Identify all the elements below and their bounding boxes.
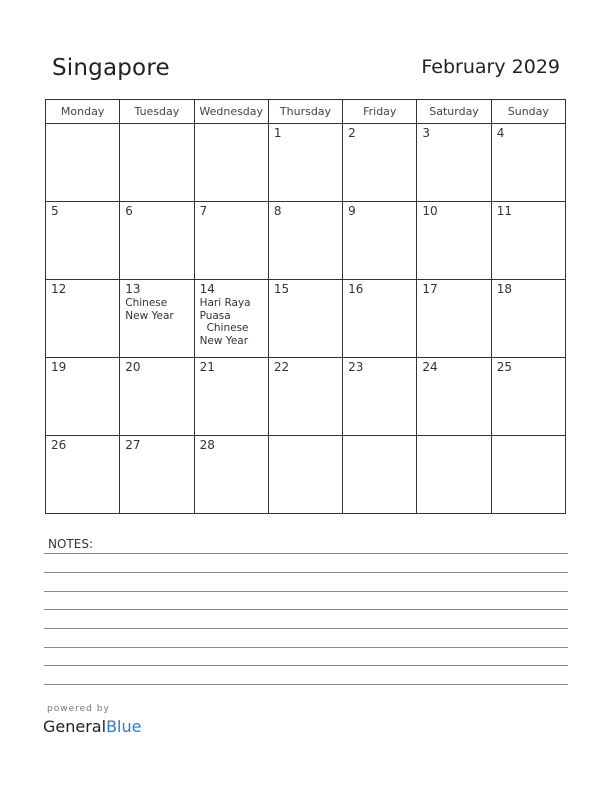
day-cell — [268, 436, 342, 514]
day-cell — [491, 436, 565, 514]
day-cell — [120, 280, 194, 358]
brand-blue-text: Blue — [106, 717, 142, 736]
day-cell — [343, 280, 417, 358]
day-number: 23 — [348, 360, 364, 374]
day-cell — [46, 358, 120, 436]
day-number: 22 — [273, 360, 290, 374]
day-cell — [46, 202, 120, 280]
day-cell — [194, 436, 268, 514]
weekday-header-row — [46, 100, 566, 124]
week-row — [46, 280, 566, 358]
week-row — [46, 358, 566, 436]
day-cell — [343, 202, 417, 280]
day-cell — [417, 436, 491, 514]
day-cell — [194, 202, 268, 280]
day-number: 27 — [125, 438, 141, 452]
day-cell — [46, 436, 120, 514]
day-cell — [46, 280, 120, 358]
day-number: 28 — [199, 438, 215, 452]
day-number: 16 — [348, 282, 364, 296]
day-cell — [268, 280, 342, 358]
note-line — [44, 665, 568, 666]
day-cell — [194, 280, 268, 358]
note-line — [44, 553, 568, 554]
day-number: 15 — [273, 282, 290, 296]
day-cell — [120, 124, 194, 202]
holiday-label: Chinese — [206, 322, 249, 334]
day-number: 17 — [422, 282, 438, 296]
day-number: 14 — [199, 282, 215, 296]
day-number: 10 — [422, 204, 438, 218]
weekday-header: Thursday — [268, 100, 342, 124]
day-cell — [194, 124, 268, 202]
week-row — [46, 202, 566, 280]
day-number: 2 — [348, 126, 356, 140]
day-cell — [120, 358, 194, 436]
weekday-header: Tuesday — [120, 100, 194, 124]
day-cell — [417, 280, 491, 358]
note-line — [44, 609, 568, 610]
day-number: 24 — [422, 360, 438, 374]
note-line — [44, 572, 568, 573]
holiday-label: New Year — [125, 309, 174, 322]
day-number: 1 — [273, 126, 282, 140]
day-number: 4 — [496, 126, 505, 140]
weekday-header: Saturday — [417, 100, 491, 124]
holiday-label: Hari Raya — [199, 297, 251, 309]
day-cell — [268, 358, 342, 436]
calendar-body — [46, 124, 566, 514]
weekday-header: Friday — [343, 100, 417, 124]
week-row — [46, 436, 566, 514]
day-cell — [491, 124, 565, 202]
day-cell — [417, 202, 491, 280]
day-cell — [268, 202, 342, 280]
note-line — [44, 628, 568, 629]
note-line — [44, 591, 568, 592]
weekday-header: Sunday — [491, 100, 565, 124]
day-number: 9 — [348, 204, 356, 218]
day-number: 8 — [273, 204, 282, 218]
note-line — [44, 647, 568, 648]
day-number: 18 — [496, 282, 512, 296]
weekday-header: Wednesday — [194, 100, 268, 124]
weekday-header: Monday — [46, 100, 120, 124]
day-number: 13 — [125, 282, 141, 296]
day-number: 5 — [51, 204, 59, 218]
day-cell — [120, 202, 194, 280]
day-number: 11 — [496, 204, 512, 218]
day-cell — [417, 358, 491, 436]
day-number: 3 — [422, 126, 431, 140]
day-number: 20 — [125, 360, 141, 374]
note-line — [44, 684, 568, 685]
day-number: 26 — [51, 438, 67, 452]
brand-logo[interactable] — [43, 717, 141, 736]
day-cell — [491, 202, 565, 280]
powered-by-text: powered by — [47, 704, 110, 714]
day-cell — [343, 358, 417, 436]
day-number: 19 — [51, 360, 67, 374]
month-year-title: February 2029 — [421, 56, 560, 78]
holiday-label: New Year — [199, 334, 249, 347]
holiday-label: Chinese — [125, 297, 168, 309]
day-cell — [343, 436, 417, 514]
day-number: 7 — [199, 204, 208, 218]
country-title: Singapore — [52, 55, 170, 81]
day-number: 21 — [199, 360, 215, 374]
week-row — [46, 124, 566, 202]
calendar-grid — [45, 99, 566, 514]
day-cell — [46, 124, 120, 202]
day-cell — [491, 358, 565, 436]
holiday-label: Puasa — [199, 309, 231, 322]
day-cell — [417, 124, 491, 202]
day-cell — [343, 124, 417, 202]
notes-label: NOTES: — [48, 537, 93, 551]
day-number: 25 — [496, 360, 512, 374]
day-cell — [268, 124, 342, 202]
day-cell — [491, 280, 565, 358]
day-number: 6 — [125, 204, 133, 218]
day-cell — [194, 358, 268, 436]
day-number: 12 — [51, 282, 67, 296]
day-cell — [120, 436, 194, 514]
brand-general-text: General — [43, 717, 107, 736]
